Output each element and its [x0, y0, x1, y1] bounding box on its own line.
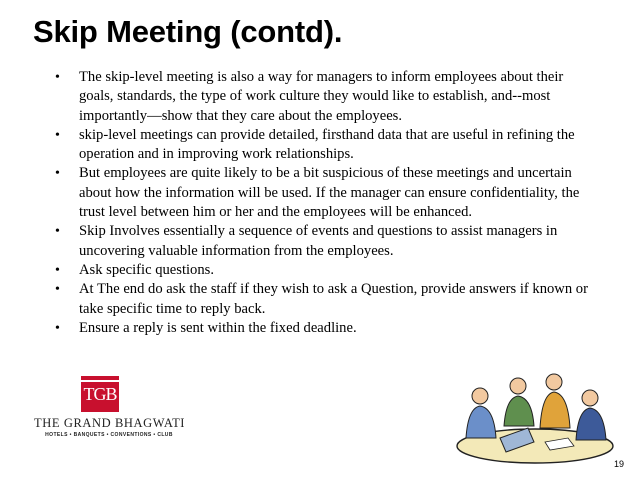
bullet-dot-icon: • — [55, 282, 60, 298]
person-head-shape — [472, 388, 488, 404]
page-number: 19 — [614, 459, 625, 469]
bullet-item — [50, 261, 598, 280]
bullet-text: skip-level meetings can provide detailed, firsthand data that are useful in refining the operation and in improving work relationships. — [79, 126, 575, 163]
logo-monogram: TGB — [83, 384, 117, 404]
bullet-dot-icon: • — [55, 224, 60, 240]
bullet-item — [50, 68, 598, 126]
person-body-shape — [466, 406, 496, 438]
bullet-text: The skip-level meeting is also a way for managers to inform employees about their goals, standards, the type of work culture they would like to establish, and--most importantly—show that they care about the employees. — [79, 69, 564, 124]
bullet-dot-icon: • — [55, 70, 60, 85]
bullet-item — [50, 280, 598, 319]
company-logo — [34, 376, 184, 446]
bullet-text: But employees are quite likely to be a bit suspicious of these meetings and uncertain about how the information will be used. If the manager can ensure confidentiality, the trust level between him or her and the employees will be enhanced. — [79, 165, 580, 221]
bullet-item — [50, 319, 598, 338]
bullet-dot-icon: • — [55, 262, 60, 278]
bullet-text: Ask specific questions. — [79, 261, 214, 278]
bullet-dot-icon: • — [55, 166, 60, 182]
person-head-shape — [582, 390, 598, 406]
bullet-item — [50, 222, 598, 261]
bullet-item — [50, 164, 598, 222]
logo-mark — [81, 376, 119, 414]
business-meeting-clipart-icon — [450, 368, 615, 468]
bullet-text: Ensure a reply is sent within the fixed deadline. — [79, 319, 357, 336]
logo-tagline: HOTELS • BANQUETS • CONVENTIONS • CLUB — [45, 432, 173, 438]
person-body-shape — [540, 392, 570, 428]
bullet-list — [50, 68, 598, 338]
logo-top-stroke — [81, 376, 119, 380]
person-body-shape — [576, 408, 606, 440]
person-head-shape — [510, 378, 526, 394]
person-head-shape — [546, 374, 562, 390]
person-body-shape — [504, 396, 534, 426]
logo-name: THE GRAND BHAGWATI — [34, 416, 186, 430]
bullet-text: At The end do ask the staff if they wish to ask a Question, provide answers if known or take specific time to reply back. — [79, 281, 588, 317]
slide-title: Skip Meeting (contd). — [33, 14, 343, 49]
bullet-item — [50, 126, 598, 165]
bullet-dot-icon: • — [55, 127, 60, 143]
bullet-dot-icon: • — [55, 320, 60, 336]
bullet-text: Skip Involves essentially a sequence of events and questions to assist managers in uncovering valuable information from the employees. — [79, 223, 558, 259]
